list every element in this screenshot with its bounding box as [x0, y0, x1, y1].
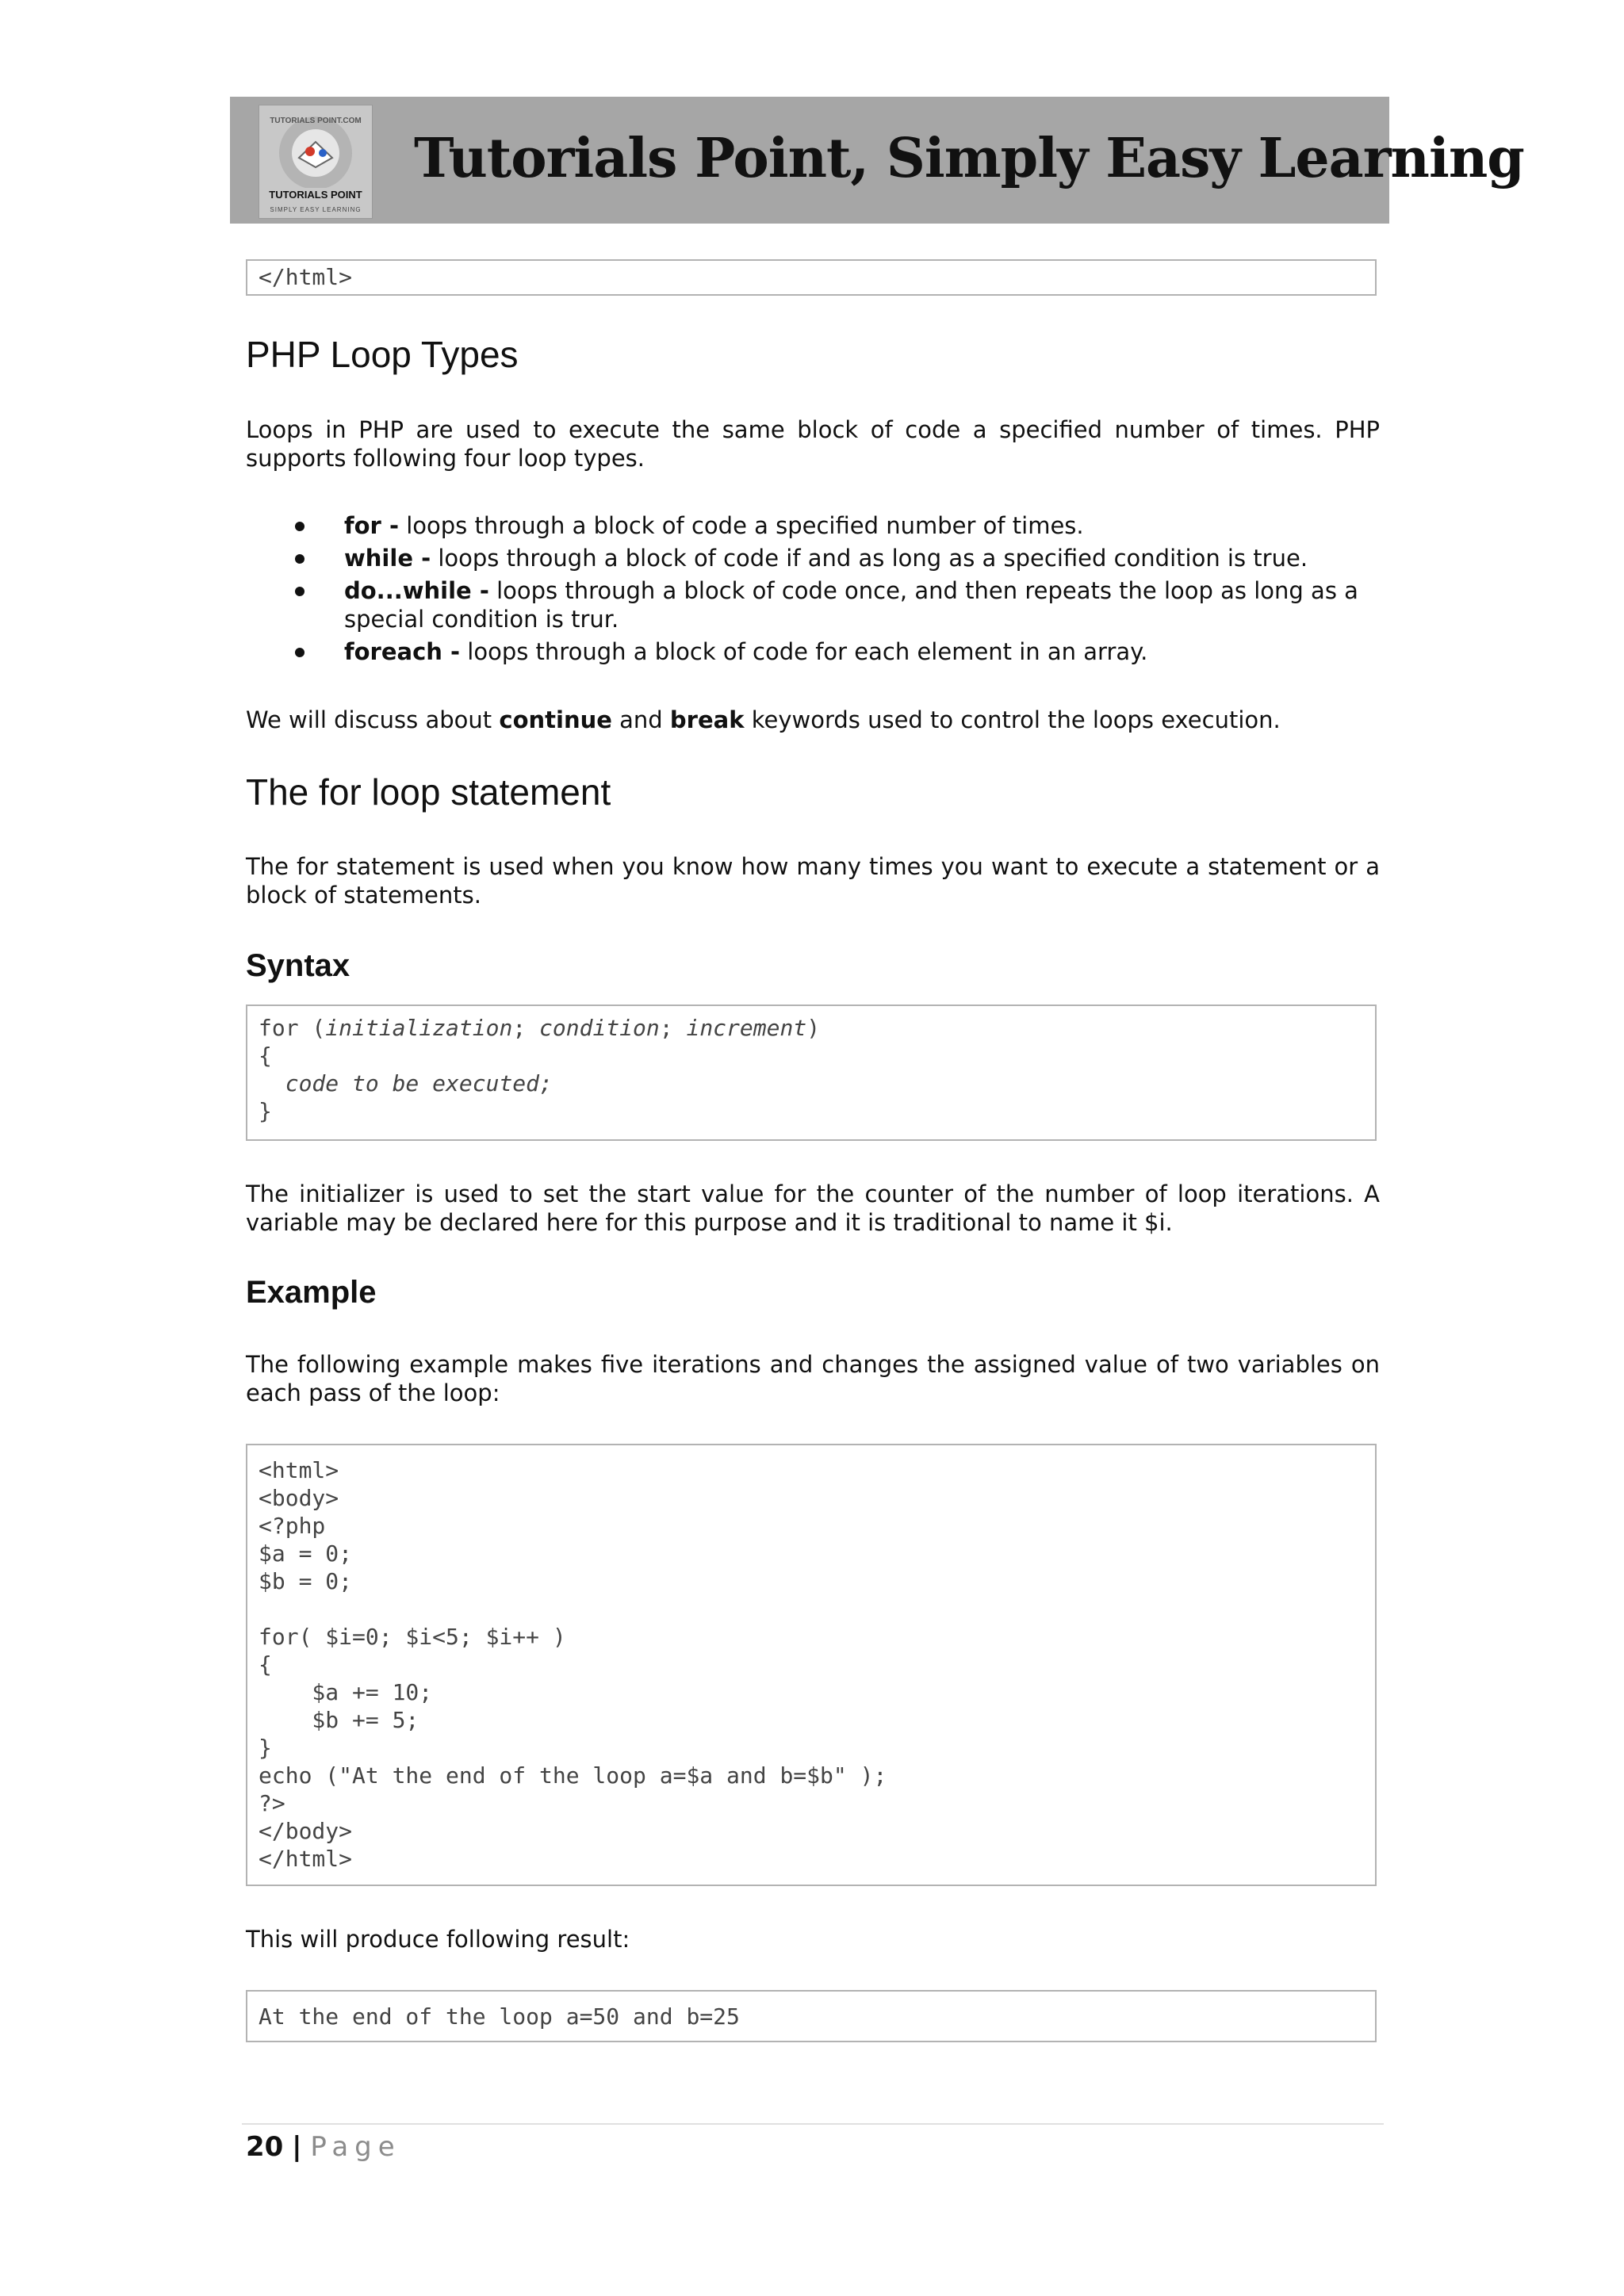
syntax-semicolon: ; — [512, 1015, 540, 1041]
bullet-dot — [295, 554, 304, 564]
example-code-block — [246, 1444, 1377, 1886]
syntax-close-brace: } — [259, 1098, 272, 1124]
loop-types-list — [246, 511, 1380, 670]
keywords-paragraph — [246, 706, 1380, 734]
bullet-dot — [295, 587, 304, 596]
top-code-text: </html> — [259, 264, 353, 290]
result-code-block — [246, 1990, 1377, 2042]
loops-intro-paragraph: Loops in PHP are used to execute the same block of code a specified number of times. PHP supports following four loop types. — [246, 416, 1380, 472]
keyword-continue: continue — [499, 706, 612, 733]
list-item — [246, 544, 1380, 572]
list-item-term: for - — [344, 512, 399, 539]
syntax-body: code to be executed; — [285, 1070, 553, 1096]
heading-example: Example — [246, 1275, 377, 1310]
footer-divider — [242, 2123, 1384, 2125]
heading-syntax: Syntax — [246, 948, 350, 983]
syntax-increment: increment — [686, 1015, 807, 1041]
result-code-text: At the end of the loop a=50 and b=25 — [259, 2003, 740, 2030]
list-item-text: loops through a block of code once, and then repeats the loop as long as a special condition is trur. — [344, 577, 1358, 633]
page-label: Page — [310, 2131, 401, 2163]
top-code-block — [246, 259, 1377, 296]
syntax-indent — [259, 1070, 285, 1096]
footer-separator: | — [292, 2131, 302, 2163]
bullet-dot — [295, 522, 304, 531]
list-item — [246, 511, 1380, 540]
keyword-break: break — [669, 706, 745, 733]
initializer-paragraph: The initializer is used to set the start value for the counter of the number of loop iterations. A variable may be declared here for this purpose and it is traditional to name it $i. — [246, 1181, 1380, 1236]
keywords-text-mid: and — [611, 706, 670, 733]
syntax-condition: condition — [539, 1015, 660, 1041]
result-intro-paragraph: This will produce following result: — [246, 1926, 630, 1953]
for-intro-paragraph: The for statement is used when you know how many times you want to execute a statement or a block of statements. — [246, 853, 1380, 909]
bullet-dot — [295, 648, 304, 657]
heading-for-loop-statement: The for loop statement — [246, 771, 611, 813]
syntax-semicolon: ; — [659, 1015, 687, 1041]
logo-main-text: TUTORIALS POINT — [269, 189, 362, 201]
logo-top-text: TUTORIALS POINT.COM — [270, 117, 362, 125]
list-item-text: loops through a block of code a specified number of times. — [398, 512, 1084, 539]
list-item — [246, 576, 1380, 633]
tutorials-point-logo — [259, 105, 373, 219]
list-item-term: do...while - — [344, 577, 489, 604]
page-footer — [246, 2131, 401, 2163]
syntax-for: for ( — [259, 1015, 326, 1041]
header-title: Tutorials Point, Simply Easy Learning — [414, 127, 1524, 190]
page-header — [230, 97, 1524, 224]
keywords-text-post: keywords used to control the loops execution. — [744, 706, 1281, 733]
syntax-close-paren: ) — [806, 1015, 821, 1041]
example-code-text: <html> <body> <?php $a = 0; $b = 0; for( $i=0; $i<5; $i++ ) { $a += 10; $b += 5; } echo ("At the end of the loop a=$a and b=$b" ); ?> </body> </html> — [259, 1457, 887, 1872]
list-item-text: loops through a block of code if and as long as a specified condition is true. — [431, 545, 1308, 572]
page-number: 20 — [246, 2131, 284, 2163]
logo-sub-text: SIMPLY EASY LEARNING — [270, 206, 362, 213]
example-intro-paragraph: The following example makes five iterations and changes the assigned value of two variables on each pass of the loop: — [246, 1351, 1380, 1406]
list-item-text: loops through a block of code for each element in an array. — [460, 638, 1148, 665]
syntax-open-brace: { — [259, 1043, 272, 1069]
keywords-text-pre: We will discuss about — [246, 706, 500, 733]
list-item-term: foreach - — [344, 638, 461, 665]
syntax-code-block — [246, 1004, 1377, 1141]
heading-php-loop-types: PHP Loop Types — [246, 334, 519, 375]
list-item-term: while - — [344, 545, 431, 572]
list-item — [246, 637, 1380, 666]
syntax-initialization: initialization — [325, 1015, 513, 1041]
